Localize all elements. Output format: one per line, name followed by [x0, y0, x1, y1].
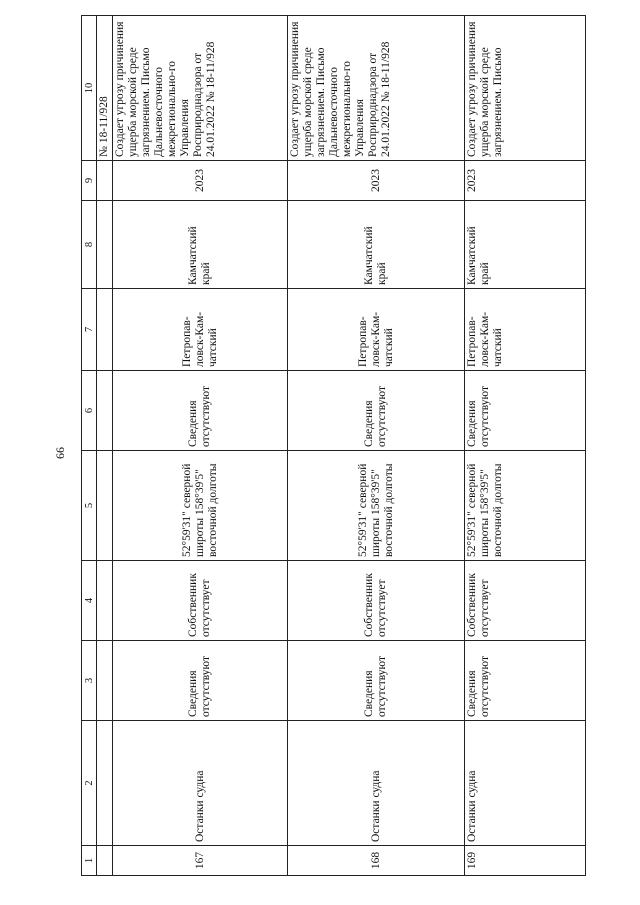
header-cell: 4	[82, 561, 97, 641]
row-number: 169	[465, 846, 586, 876]
continuation-text: № 18-11/928	[97, 16, 113, 161]
header-cell: 1	[82, 846, 97, 876]
city: Петропав-ловск-Кам-чатский	[288, 289, 465, 371]
row-number: 167	[113, 846, 288, 876]
page-number: 66	[53, 447, 67, 459]
note: Создает угрозу причинения ущерба морской среде загрязнением. Письмо	[465, 16, 586, 161]
coordinates-extra: Сведения отсутствуют	[113, 371, 288, 451]
city: Петропав-ловск-Кам-чатский	[465, 289, 586, 371]
object-info: Сведения отсутствуют	[288, 641, 465, 721]
table-row	[465, 16, 586, 876]
region: Камчатский край	[465, 201, 586, 289]
registry-table	[81, 15, 586, 876]
owner: Собственник отсутствует	[465, 561, 586, 641]
header-cell: 3	[82, 641, 97, 721]
object-info: Сведения отсутствуют	[465, 641, 586, 721]
coordinates-extra: Сведения отсутствуют	[465, 371, 586, 451]
city: Петропав-ловск-Кам-чатский	[113, 289, 288, 371]
coordinates: 52°59'31" северной широты 158°39'5" восточной долготы	[288, 451, 465, 561]
object-name: Останки судна	[465, 721, 586, 846]
table-row	[113, 16, 288, 876]
region: Камчатский край	[288, 201, 465, 289]
header-cell: 10	[82, 16, 97, 161]
note: Создает угрозу причинения ущерба морской среде загрязнением. Письмо Дальневосточного межрегионально-го Управления Росприроднадзора от 24.01.2022 № 18-11/928	[288, 16, 465, 161]
year: 2023	[465, 161, 586, 201]
registry-table-rotated	[81, 16, 568, 876]
header-row	[82, 16, 97, 876]
note: Создает угрозу причинения ущерба морской среде загрязнением. Письмо Дальневосточного межрегионально-го Управления Росприроднадзора от 24.01.2022 № 18-11/928	[113, 16, 288, 161]
coordinates-extra: Сведения отсутствуют	[288, 371, 465, 451]
object-name: Останки судна	[288, 721, 465, 846]
header-cell: 2	[82, 721, 97, 846]
region: Камчатский край	[113, 201, 288, 289]
year: 2023	[288, 161, 465, 201]
header-cell: 9	[82, 161, 97, 201]
row-number: 168	[288, 846, 465, 876]
owner: Собственник отсутствует	[113, 561, 288, 641]
header-cell: 8	[82, 201, 97, 289]
header-cell: 6	[82, 371, 97, 451]
continuation-row	[97, 16, 113, 876]
header-cell: 7	[82, 289, 97, 371]
coordinates: 52°59'31" северной широты 158°39'5" восточной долготы	[465, 451, 586, 561]
owner: Собственник отсутствует	[288, 561, 465, 641]
table-row	[288, 16, 465, 876]
year: 2023	[113, 161, 288, 201]
object-info: Сведения отсутствуют	[113, 641, 288, 721]
header-cell: 5	[82, 451, 97, 561]
object-name: Останки судна	[113, 721, 288, 846]
coordinates: 52°59'31" северной широты 158°39'5" восточной долготы	[113, 451, 288, 561]
